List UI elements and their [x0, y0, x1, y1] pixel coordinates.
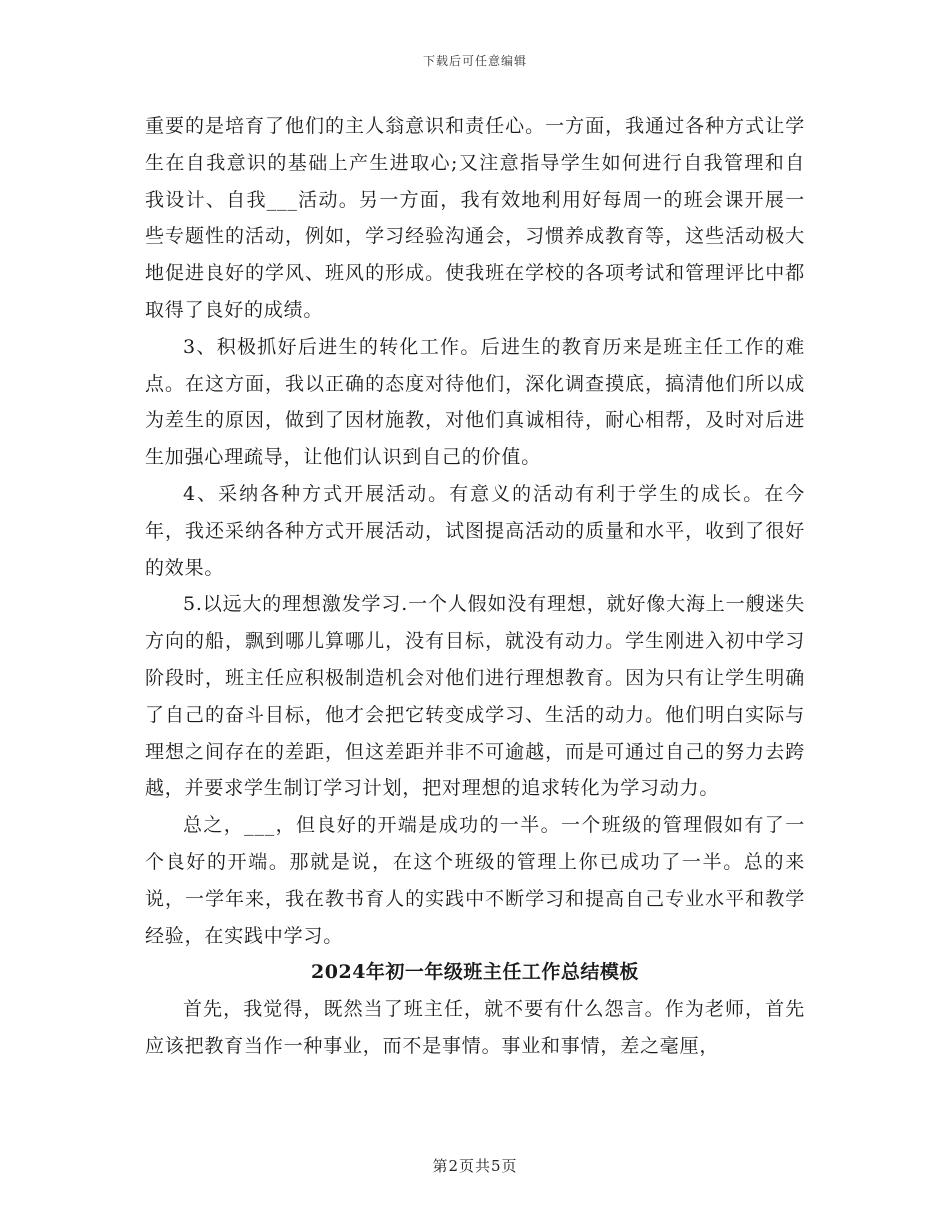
- header-note: 下载后可任意编辑: [422, 54, 527, 68]
- section-title: 2024年初一年级班主任工作总结模板: [311, 961, 639, 984]
- paragraph-item-5: 5.以远大的理想激发学习.一个人假如没有理想，就好像大海上一艘迷失方向的船，飘到哪儿算哪儿，没有目标，就没有动力。学生刚进入初中学习阶段时，班主任应积极制造机会对他们进行理想教育。因为只有让学生明确了自己的奋斗目标，他才会把它转变成学习、生活的动力。他们明白实际与理想之间存在的差距，但这差距并非不可逾越，而是可通过自己的努力去跨越，并要求学生制订学习计划，把对理想的追求转化为学习动力。: [145, 593, 805, 800]
- paragraph-item-4: 4、采纳各种方式开展活动。有意义的活动有利于学生的成长。在今年，我还采纳各种方式开展活动，试图提高活动的质量和水平，收到了很好的效果。: [145, 482, 805, 579]
- page-number: 第2页共5页: [432, 1157, 518, 1175]
- paragraph-after-title: 首先，我觉得，既然当了班主任，就不要有什么怨言。作为老师，首先应该把教育当作一种事业，而不是事情。事业和事情，差之毫厘，: [145, 998, 805, 1057]
- paragraph-continued: 重要的是培育了他们的主人翁意识和责任心。一方面，我通过各种方式让学生在自我意识的基础上产生进取心;又注意指导学生如何进行自我管理和自我设计、自我___活动。另一方面，我有效地利用好每周一的班会课开展一些专题性的活动，例如，学习经验沟通会，习惯养成教育等，这些活动极大地促进良好的学风、班风的形成。使我班在学校的各项考试和管理评比中都取得了良好的成绩。: [145, 115, 805, 321]
- paragraph-summary: 总之，___，但良好的开端是成功的一半。一个班级的管理假如有了一个良好的开端。那就是说，在这个班级的管理上你已成功了一半。总的来说，一学年来，我在教书育人的实践中不断学习和提高自己专业水平和教学经验，在实践中学习。: [145, 814, 805, 947]
- paragraph-item-3: 3、积极抓好后进生的转化工作。后进生的教育历来是班主任工作的难点。在这方面，我以正确的态度对待他们，深化调查摸底，搞清他们所以成为差生的原因，做到了因材施教，对他们真诚相待，耐心相帮，及时对后进生加强心理疏导，让他们认识到自己的价值。: [145, 335, 805, 469]
- document-body: [145, 108, 805, 1065]
